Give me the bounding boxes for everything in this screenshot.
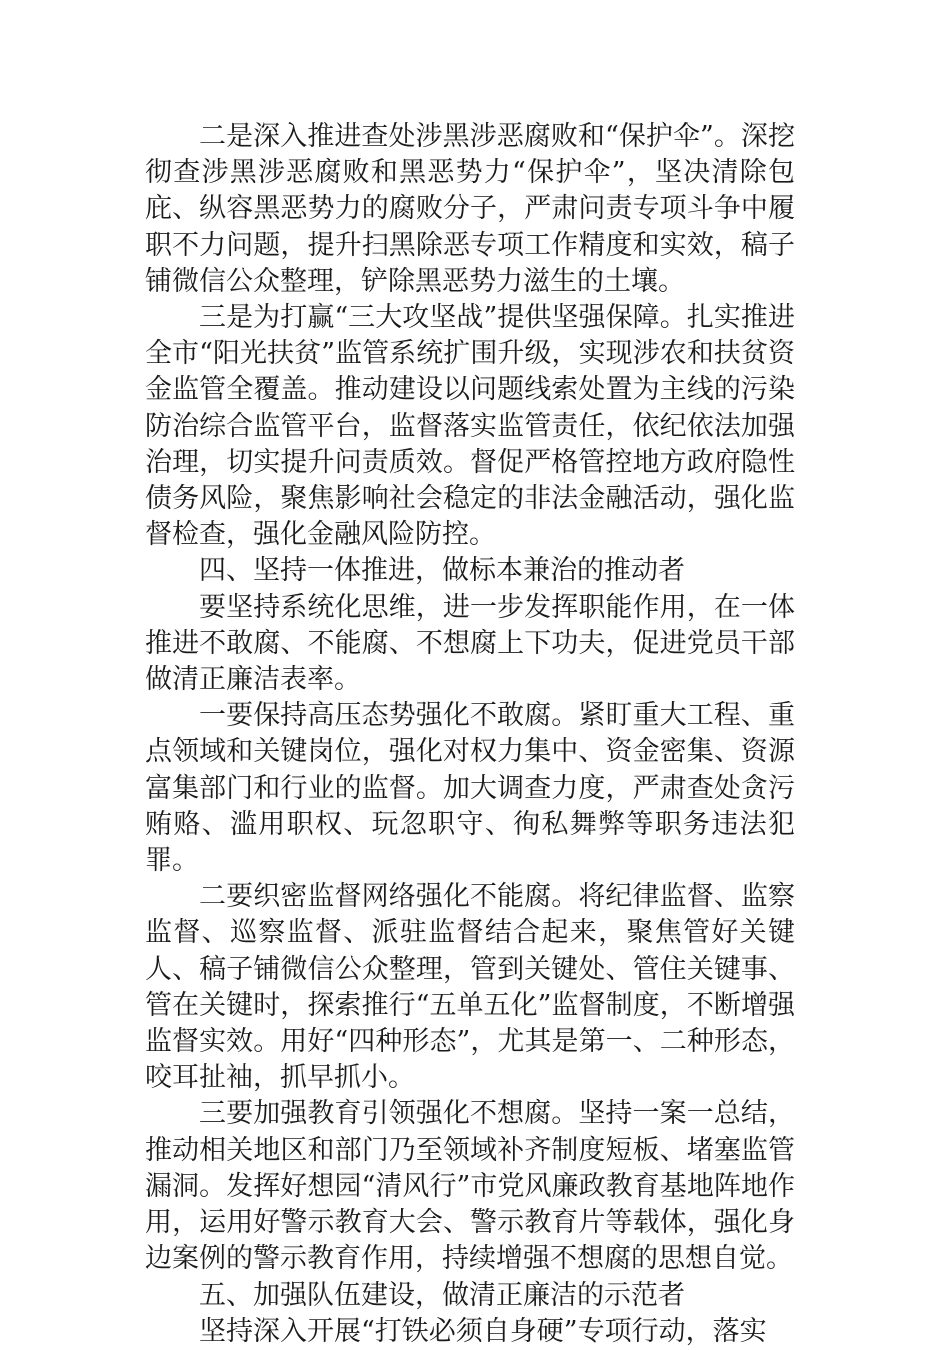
paragraph-crackdown-protection-umbrella: 二是深入推进查处涉黑涉恶腐败和“保护伞”。深挖彻查涉黑涉恶腐败和黑恶势力“保护伞”，坚决清除包庇、纵容黑恶势力的腐败分子，严肃问责专项斗争中履职不力问题，提升扫黑除恶专项工作精度和实效，稿子铺微信公众整理，铲除黑恶势力滋生的土壤。 [145, 121, 795, 297]
section-heading-five: 五、加强队伍建设，做清正廉洁的示范者 [199, 1279, 685, 1311]
paragraph-systematic-thinking: 要坚持系统化思维，进一步发挥职能作用，在一体推进不敢腐、不能腐、不想腐上下功夫，促进党员干部做清正廉洁表率。 [145, 591, 795, 696]
section-heading-four: 四、坚持一体推进，做标本兼治的推动者 [199, 555, 685, 587]
paragraph-dare-not-corrupt: 一要保持高压态势强化不敢腐。紧盯重大工程、重点领域和关键岗位，强化对权力集中、资金密集、资源富集部门和行业的监督。加大调查力度，严肃查处贪污贿赂、滥用职权、玩忽职守、徇私舞弊等职务违法犯罪。 [145, 700, 795, 877]
document-body [145, 119, 795, 1350]
paragraph-cannot-corrupt: 二要织密监督网络强化不能腐。将纪律监督、监察监督、巡察监督、派驻监督结合起来，聚焦管好关键人、稿子铺微信公众整理，管到关键处、管住关键事、管在关键时，探索推行“五单五化”监督制度，不断增强监督实效。用好“四种形态”，尤其是第一、二种形态，咬耳扯袖，抓早抓小。 [145, 881, 795, 1094]
paragraph-do-not-want-corrupt: 三要加强教育引领强化不想腐。坚持一案一总结，推动相关地区和部门乃至领域补齐制度短板、堵塞监管漏洞。发挥好想园“清风行”市党风廉政教育基地阵地作用，运用好警示教育大会、警示教育片等载体，强化身边案例的警示教育作用，持续增强不想腐的思想自觉。 [145, 1098, 795, 1275]
paragraph-three-battles-support: 三是为打赢“三大攻坚战”提供坚强保障。扎实推进全市“阳光扶贫”监管系统扩围升级，实现涉农和扶贫资金监管全覆盖。推动建设以问题线索处置为主线的污染防治综合监管平台，监督落实监管责任，依纪依法加强治理，切实提升问责质效。督促严格管控地方政府隐性债务风险，聚焦影响社会稳定的非法金融活动，强化监督检查，强化金融风险防控。 [145, 302, 795, 551]
paragraph-self-discipline-action: 坚持深入开展“打铁必须自身硬”专项行动，落实 [199, 1315, 767, 1347]
